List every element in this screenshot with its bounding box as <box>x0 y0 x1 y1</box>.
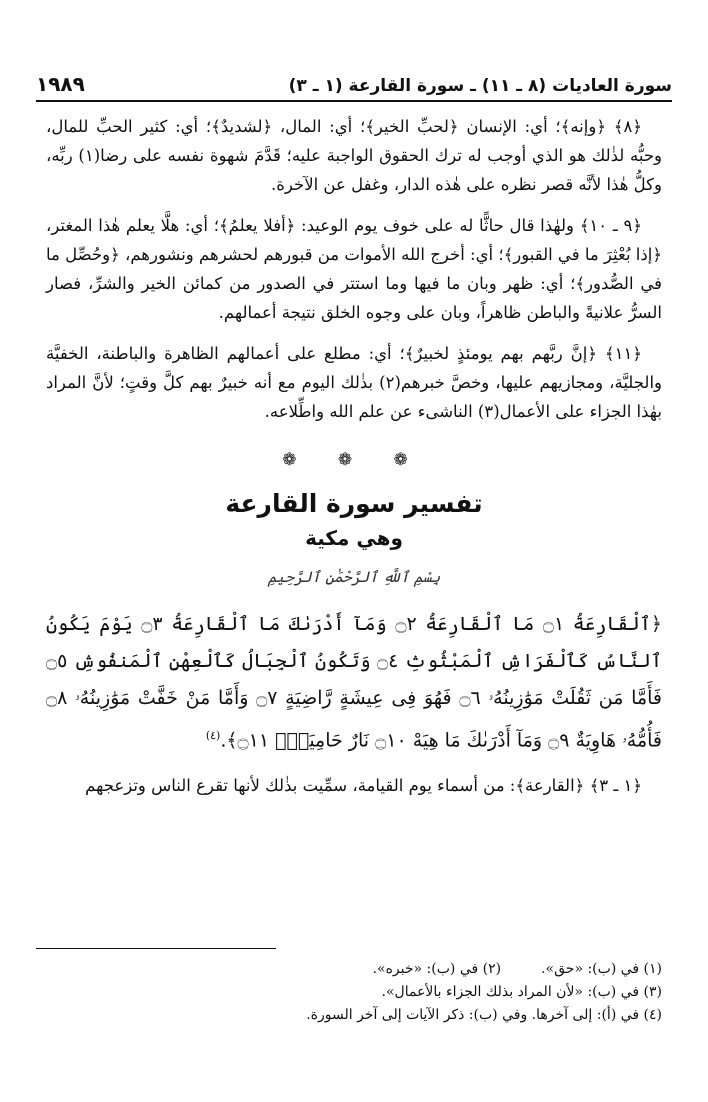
running-title: سورة العاديات (٨ ـ ١١) ـ سورة القارعة (١ ـ ٣) <box>288 76 672 96</box>
footnote-1: (١) في (ب): «حق». <box>541 961 662 977</box>
page-header <box>36 62 672 102</box>
surah-subtitle: وهي مكية <box>305 526 403 550</box>
paragraph-verse-11: ﴿١١﴾ ﴿إنَّ ربَّهم بهم يومئذٍ لخبيرٌ﴾؛ أي: مطلع على أعمالهم الظاهرة والباطنة، الخفيَّة والجليَّة، ومجازيهم عليها، وخصَّ خبرهم(٢) بذٰلك اليوم مع أنه خبيرٌ بهم كلَّ وقتٍ؛ لأنَّ المراد بهٰذا الجزاء على الأعمال(٣) الناشىء عن علم الله واطِّلاعه. <box>46 344 663 421</box>
footnote-4: (٤) في (أ): إلى آخرها. وفي (ب): ذكر الآيات إلى آخر السورة. <box>306 1007 662 1023</box>
paragraph-verses-9-10: ﴿٩ ـ ١٠﴾ ولهٰذا قال حاثًّا له على خوف يوم الوعيد: ﴿أفلا يعلمُ﴾؛ أي: هلَّا يعلم هٰذا المغتر، ﴿إذا بُعْثِرَ ما في القبور﴾؛ أي: أخرج الله الأموات من قبورهم لحشرهم ونشورهم، ﴿وحُصِّل ما في الصُّدور﴾؛ أي: ظهر وبان ما فيها وما استتر في الصدور من كمائن الخير والشرِّ، فصار السرُّ علانيةً والباطن ظاهراً، وبان على وجوه الخلق نتيجة أعمالهم. <box>46 216 662 322</box>
footnote-divider <box>36 948 276 949</box>
surah-title: تفسير سورة القارعة <box>225 489 483 518</box>
footnote-2: (٢) في (ب): «خبره». <box>372 961 502 977</box>
paragraph-verse-8: ﴿٨﴾ ﴿وإنه﴾؛ أي: الإنسان ﴿لحبِّ الخير﴾؛ أي: المال، ﴿لشديدٌ﴾؛ أي: كثير الحبِّ للمال، وحبُّه لذٰلك هو الذي أوجب له ترك الحقوق الواجبة عليه؛ قَدَّمَ شهوة نفسه على رضا(١) ربِّه، وكلُّ هٰذا لأنَّه قصر نظره على هٰذه الدار، وغفل عن الآخرة. <box>46 117 662 194</box>
basmala: بِسْمِ ٱللَّهِ ٱلرَّحْمَٰنِ ٱلرَّحِيمِ <box>267 568 441 586</box>
quran-verses <box>46 606 662 759</box>
footnote-3: (٣) في (ب): «لأن المراد بذلك الجزاء بالأعمال». <box>381 984 662 1000</box>
footnote-row <box>46 958 662 981</box>
footnotes <box>46 958 662 1027</box>
section-separator: ❁ ❁ ❁ <box>282 450 426 470</box>
paragraph-verses-1-3: ﴿١ ـ ٣﴾ ﴿القارعة﴾: من أسماء يوم القيامة، سمِّيت بذٰلك لأنها تقرع الناس وتزعجهم <box>85 776 642 796</box>
quran-text: ﴿ٱلْقَارِعَةُ ۝١ مَا ٱلْقَارِعَةُ ۝٢ وَمَآ أَدْرَىٰكَ مَا ٱلْقَارِعَةُ ۝٣ يَوْمَ يَكُونُ ٱلنَّاسُ كَٱلْفَرَاشِ ٱلْمَبْثُوثِ ۝٤ وَتَكُونُ ٱلْجِبَالُ كَٱلْعِهْنِ ٱلْمَنفُوشِ ۝٥ فَأَمَّا مَن ثَقُلَتْ مَوَٰزِينُهُۥ ۝٦ فَهُوَ فِى عِيشَةٍ رَّاضِيَةٍ ۝٧ وَأَمَّا مَنْ خَفَّتْ مَوَٰزِينُهُۥ ۝٨ فَأُمُّهُۥ هَاوِيَةٌ ۝٩ وَمَآ أَدْرَىٰكَ مَا هِيَهْ ۝١٠ نَارٌ حَامِيَةٌۢ ۝١١﴾. <box>46 613 662 752</box>
page-body <box>46 112 662 812</box>
page-number: ١٩٨٩ <box>36 72 85 96</box>
quran-footnote-marker: (٤) <box>205 729 221 742</box>
